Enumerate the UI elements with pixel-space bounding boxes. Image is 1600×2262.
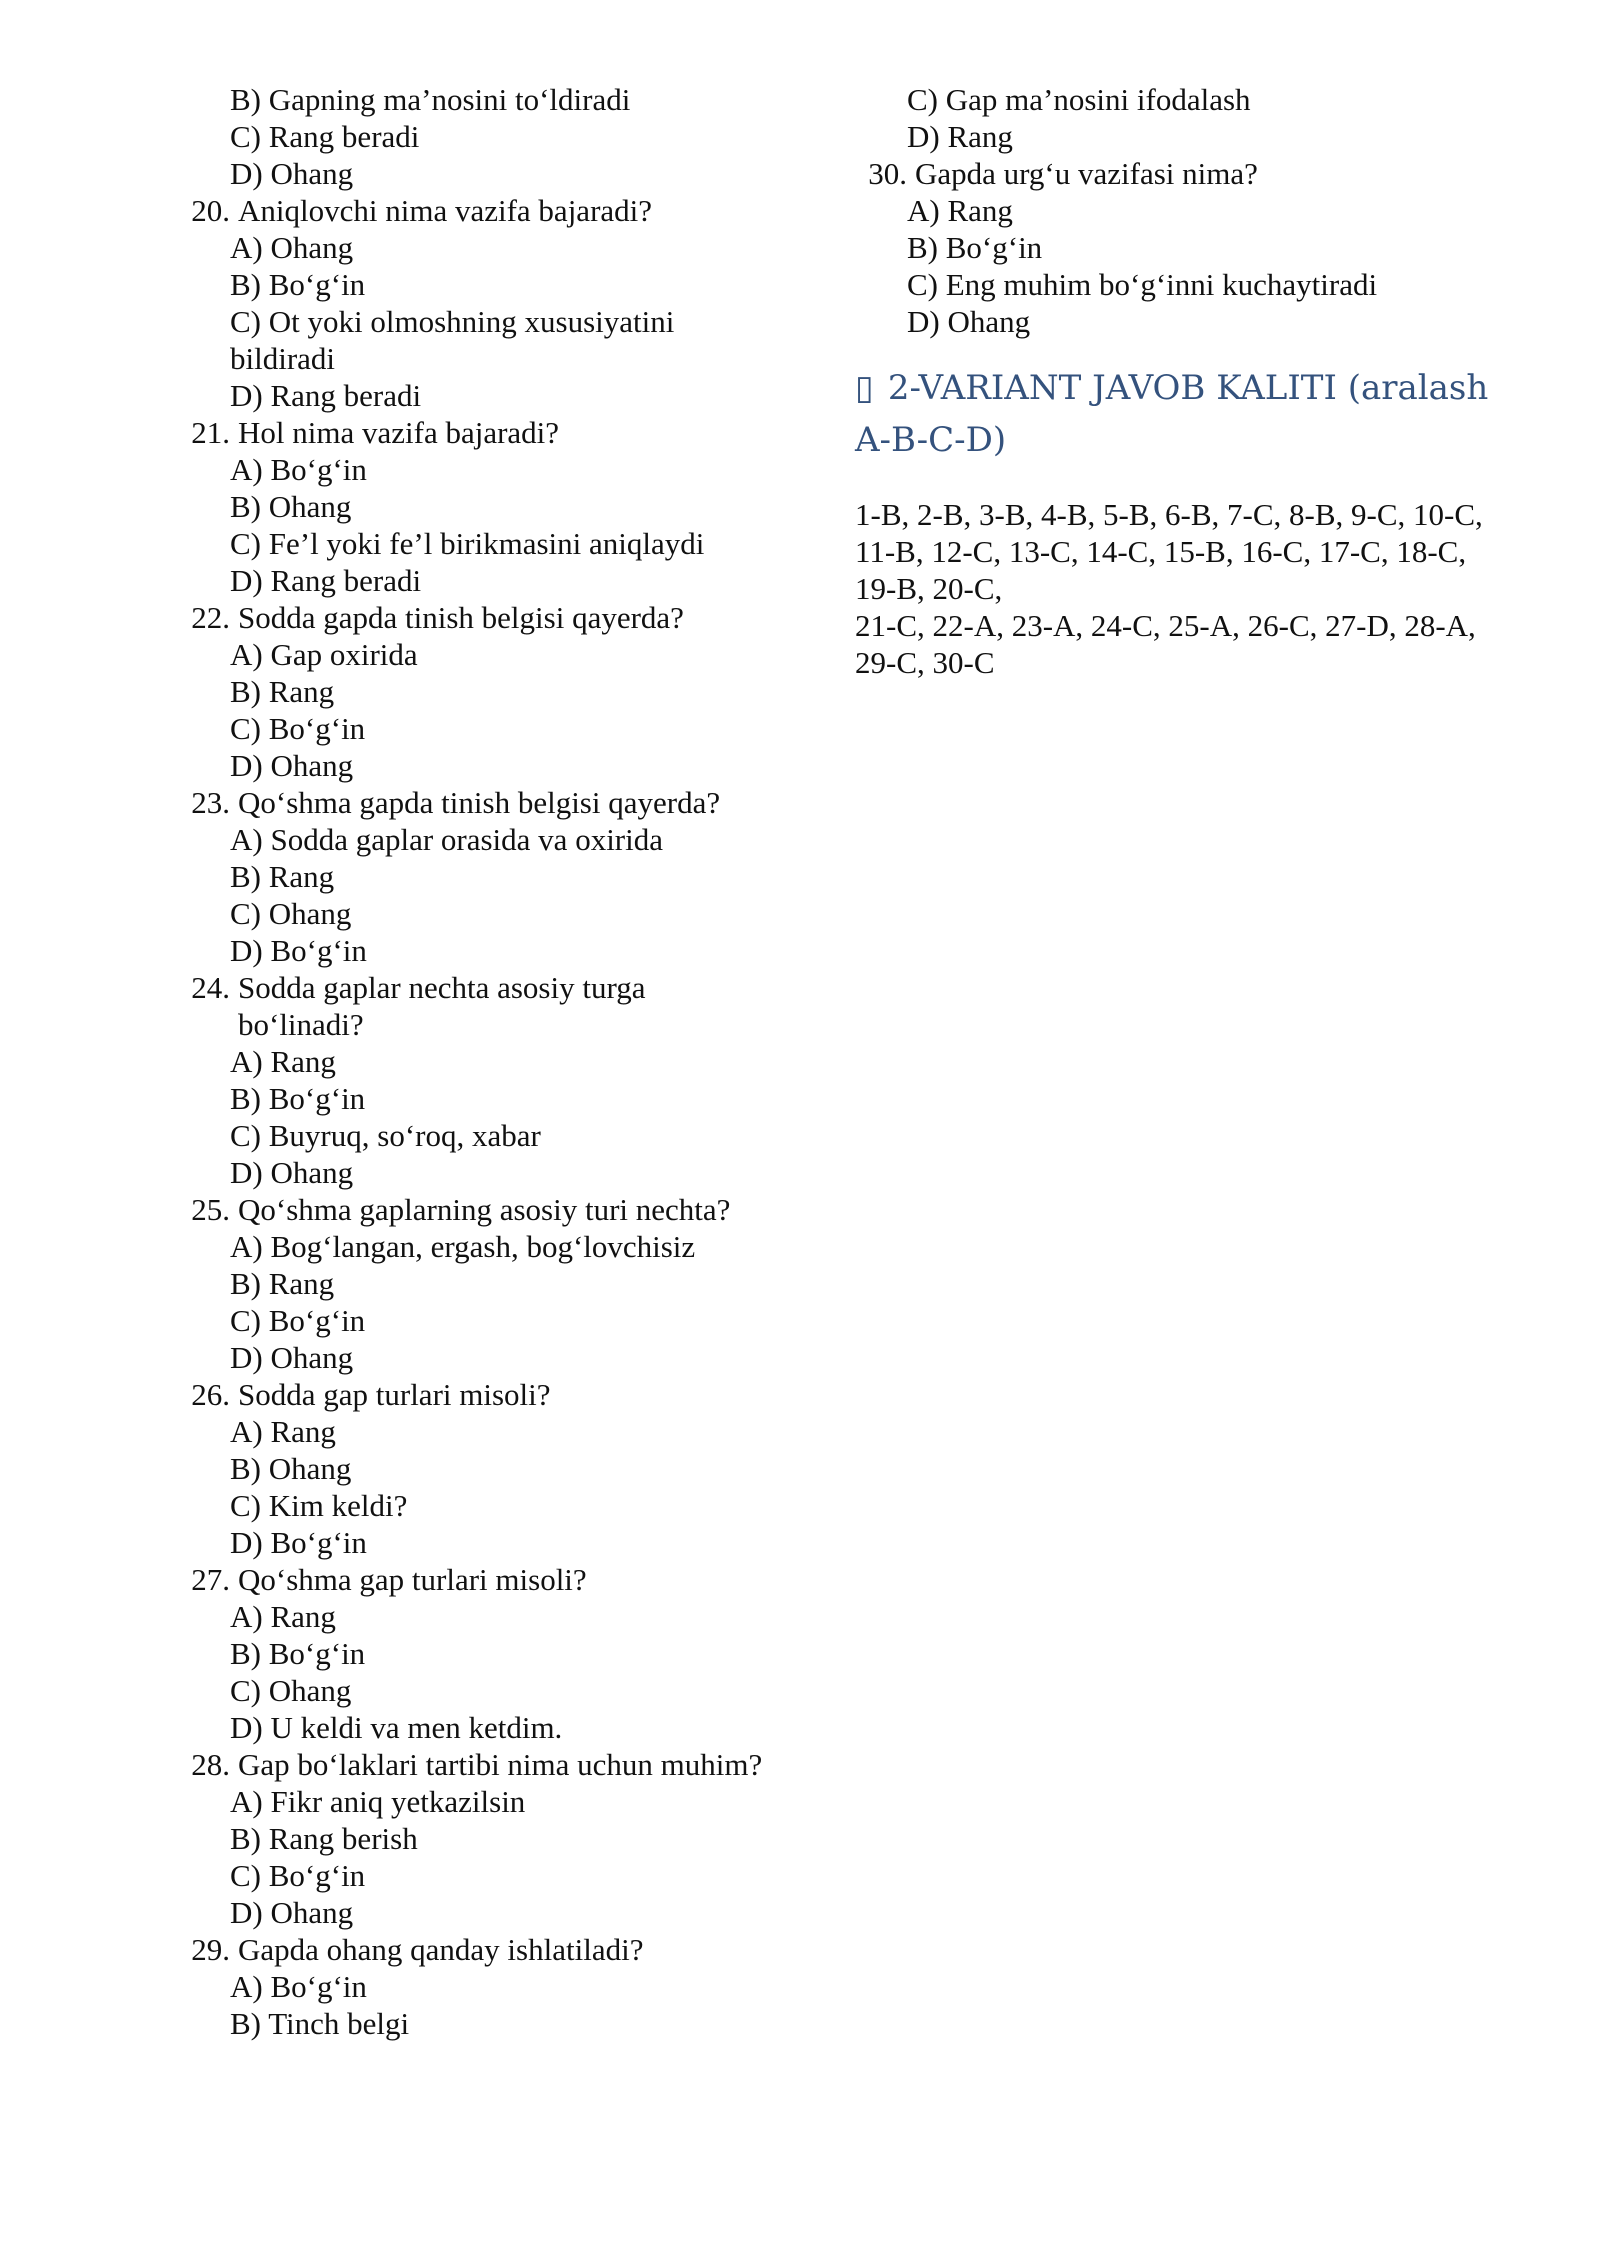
option: D) Rang beradi [230,378,422,413]
question-number: 21. [191,415,230,450]
option: D) Rang beradi [230,563,422,598]
option: A) Rang [230,1414,336,1449]
option: A) Bog‘langan, ergash, bog‘lovchisiz [230,1229,696,1264]
question-number: 23. [191,785,230,820]
question-text: Sodda gapda tinish belgisi qayerda? [238,600,684,635]
question-text: Aniqlovchi nima vazifa bajaradi? [238,193,653,228]
option: C) Fe’l yoki fe’l birikmasini aniqlaydi [230,526,705,561]
right-column [855,81,1495,681]
question-number: 30. [868,156,907,191]
option: D) Bo‘g‘in [230,1525,367,1560]
question-item [178,1561,778,1598]
question-list [178,192,778,2042]
question-text: Gapda ohang qanday ishlatiladi? [238,1932,644,1967]
option: C) Ot yoki olmoshning xususiyatini bildiradi [230,304,675,376]
question-item [178,1931,778,1968]
question-item [178,414,778,451]
option: A) Gap oxirida [230,637,418,672]
question-text: Qo‘shma gaplarning asosiy turi nechta? [238,1192,731,1227]
answer-key-line: 1-B, 2-B, 3-B, 4-B, 5-B, 6-B, 7-C, 8-B, 9-C, 10-C, [855,497,1483,532]
option: C) Rang beradi [230,119,420,154]
option: B) Bo‘g‘in [907,230,1043,265]
option: B) Gapning ma’nosini to‘ldiradi [230,82,631,117]
option: D) Ohang [230,156,354,191]
option: D) Ohang [230,748,354,783]
option: B) Rang [230,1266,335,1301]
option: B) Bo‘g‘in [230,1636,366,1671]
question-item [855,155,1495,192]
option: B) Bo‘g‘in [230,1081,366,1116]
answer-key-heading [855,362,1495,466]
question-text: Qo‘shma gap turlari misoli? [238,1562,587,1597]
option: D) Ohang [230,1155,354,1190]
question-number: 29. [191,1932,230,1967]
option: B) Tinch belgi [230,2006,410,2041]
option: B) Rang berish [230,1821,418,1856]
option: C) Ohang [230,1673,352,1708]
option: B) Rang [230,674,335,709]
option: D) Ohang [907,304,1031,339]
question-item [178,192,778,229]
option: B) Ohang [230,1451,352,1486]
option: D) Ohang [230,1895,354,1930]
question-item [178,784,778,821]
option: A) Rang [230,1599,336,1634]
question-text: Gap bo‘laklari tartibi nima uchun muhim? [238,1747,763,1782]
option: D) U keldi va men ketdim. [230,1710,563,1745]
option: C) Ohang [230,896,352,931]
question-text: Qo‘shma gapda tinish belgisi qayerda? [238,785,721,820]
answer-key-heading-text: 2-VARIANT JAVOB KALITI (aralash A-B-C-D) [855,368,1489,460]
option: B) Ohang [230,489,352,524]
option: C) Gap ma’nosini ifodalash [907,82,1251,117]
question-item [178,599,778,636]
left-column [178,81,778,2042]
option: C) Kim keldi? [230,1488,408,1523]
option: B) Bo‘g‘in [230,267,366,302]
question-text: Sodda gaplar nechta asosiy turga bo‘linadi? [238,970,646,1042]
option: B) Rang [230,859,335,894]
option: A) Rang [230,1044,336,1079]
placeholder-glyph-icon: ▯ [855,368,874,408]
question-text: Sodda gap turlari misoli? [238,1377,551,1412]
question-text: Hol nima vazifa bajaradi? [238,415,560,450]
option: A) Bo‘g‘in [230,452,367,487]
question-item [178,1191,778,1228]
lead-options [178,81,778,192]
question-text: Gapda urg‘u vazifasi nima? [915,156,1258,191]
option: A) Sodda gaplar orasida va oxirida [230,822,664,857]
question-item [178,1746,778,1783]
option: D) Bo‘g‘in [230,933,367,968]
answer-key-line: 11-B, 12-C, 13-C, 14-C, 15-B, 16-C, 17-C, 18-C, 19-B, 20-C, [855,534,1467,606]
option: D) Rang [907,119,1013,154]
question-number: 26. [191,1377,230,1412]
option: A) Ohang [230,230,354,265]
question-number: 22. [191,600,230,635]
option: A) Bo‘g‘in [230,1969,367,2004]
option: C) Bo‘g‘in [230,711,366,746]
question-number: 27. [191,1562,230,1597]
lead-options [855,81,1495,155]
option: C) Bo‘g‘in [230,1858,366,1893]
question-item [178,969,778,1043]
answer-key-list [855,496,1495,681]
option: C) Bo‘g‘in [230,1303,366,1338]
question-number: 25. [191,1192,230,1227]
answer-key-line: 21-C, 22-A, 23-A, 24-C, 25-A, 26-C, 27-D, 28-A, 29-C, 30-C [855,608,1476,680]
option: A) Fikr aniq yetkazilsin [230,1784,526,1819]
option: A) Rang [907,193,1013,228]
option: C) Buyruq, so‘roq, xabar [230,1118,541,1153]
option: C) Eng muhim bo‘g‘inni kuchaytiradi [907,267,1378,302]
question-number: 24. [191,970,230,1005]
option: D) Ohang [230,1340,354,1375]
question-item [178,1376,778,1413]
question-number: 28. [191,1747,230,1782]
question-number: 20. [191,193,230,228]
